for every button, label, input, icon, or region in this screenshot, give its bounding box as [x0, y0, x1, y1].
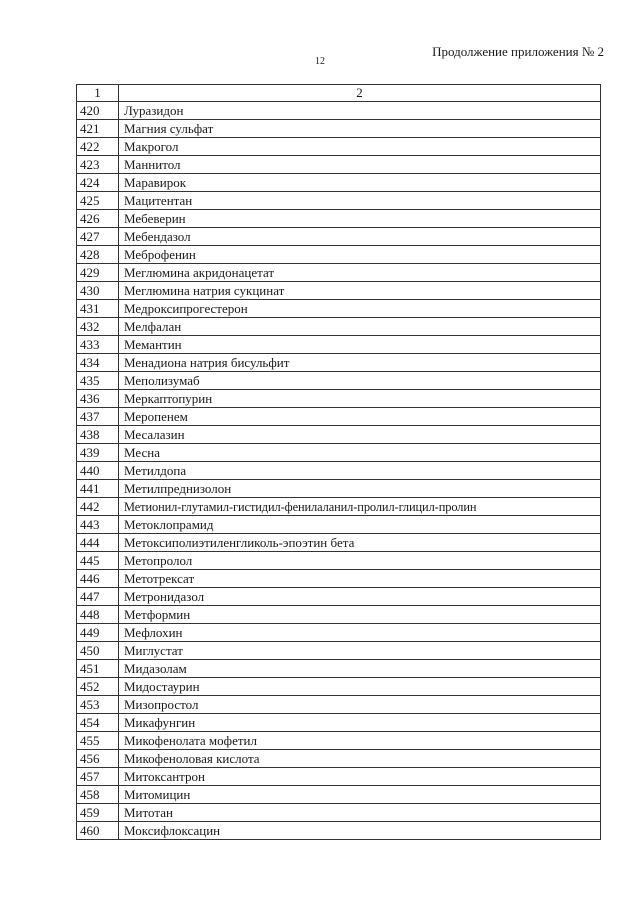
table-row: [77, 696, 601, 714]
table-row: [77, 390, 601, 408]
drug-name: Митотан: [119, 804, 601, 822]
drug-name: Мемантин: [119, 336, 601, 354]
table-row: [77, 318, 601, 336]
table-row: [77, 336, 601, 354]
table-row: [77, 246, 601, 264]
continuation-title: Продолжение приложения № 2: [432, 44, 604, 59]
row-number: 427: [77, 228, 119, 246]
drug-name: Мацитентан: [119, 192, 601, 210]
drug-name: Метоксиполиэтиленгликоль-эпоэтин бета: [119, 534, 601, 552]
drug-name: Мидостаурин: [119, 678, 601, 696]
table-row: [77, 732, 601, 750]
row-number: 442: [77, 498, 119, 516]
row-number: 458: [77, 786, 119, 804]
table-row: [77, 498, 601, 516]
table-row: [77, 210, 601, 228]
table-row: [77, 282, 601, 300]
drug-name: Митомицин: [119, 786, 601, 804]
row-number: 421: [77, 120, 119, 138]
table-row: [77, 354, 601, 372]
drug-name: Мизопростол: [119, 696, 601, 714]
row-number: 444: [77, 534, 119, 552]
column-header-name: 2: [119, 85, 601, 102]
table-row: [77, 822, 601, 840]
table-row: [77, 768, 601, 786]
drug-name: Месна: [119, 444, 601, 462]
drug-name: Миглустат: [119, 642, 601, 660]
table-row: [77, 750, 601, 768]
drug-name: Месалазин: [119, 426, 601, 444]
table-row: [77, 462, 601, 480]
drug-name: Метопролол: [119, 552, 601, 570]
row-number: 449: [77, 624, 119, 642]
table-row: [77, 174, 601, 192]
table-body: [77, 102, 601, 840]
drug-name: Меброфенин: [119, 246, 601, 264]
table-row: [77, 660, 601, 678]
row-number: 443: [77, 516, 119, 534]
row-number: 447: [77, 588, 119, 606]
drug-name: Микафунгин: [119, 714, 601, 732]
row-number: 438: [77, 426, 119, 444]
drug-name: Метилпреднизолон: [119, 480, 601, 498]
table-row: [77, 552, 601, 570]
row-number: 455: [77, 732, 119, 750]
table-row: [77, 102, 601, 120]
drug-list-table: [76, 84, 601, 840]
row-number: 429: [77, 264, 119, 282]
row-number: 459: [77, 804, 119, 822]
table-row: [77, 786, 601, 804]
row-number: 426: [77, 210, 119, 228]
table-row: [77, 120, 601, 138]
table-row: [77, 516, 601, 534]
row-number: 423: [77, 156, 119, 174]
drug-name: Макрогол: [119, 138, 601, 156]
drug-name: Метформин: [119, 606, 601, 624]
table-row: [77, 408, 601, 426]
drug-name: Митоксантрон: [119, 768, 601, 786]
drug-name: Метоклопрамид: [119, 516, 601, 534]
drug-name: Мебендазол: [119, 228, 601, 246]
table-row: [77, 714, 601, 732]
table-row: [77, 264, 601, 282]
row-number: 430: [77, 282, 119, 300]
drug-name: Метронидазол: [119, 588, 601, 606]
page-number: 12: [315, 56, 325, 67]
table-row: [77, 642, 601, 660]
drug-name: Метионил-глутамил-гистидил-фенилаланил-пролил-глицил-пролин: [119, 498, 601, 516]
row-number: 457: [77, 768, 119, 786]
drug-name: Меропенем: [119, 408, 601, 426]
row-number: 428: [77, 246, 119, 264]
row-number: 445: [77, 552, 119, 570]
drug-name: Медроксипрогестерон: [119, 300, 601, 318]
table-row: [77, 570, 601, 588]
row-number: 440: [77, 462, 119, 480]
drug-name: Моксифлоксацин: [119, 822, 601, 840]
row-number: 432: [77, 318, 119, 336]
table-row: [77, 444, 601, 462]
drug-name: Маннитол: [119, 156, 601, 174]
row-number: 460: [77, 822, 119, 840]
table-header-row: [77, 85, 601, 102]
row-number: 436: [77, 390, 119, 408]
drug-name: Меркаптопурин: [119, 390, 601, 408]
table-row: [77, 138, 601, 156]
drug-name: Мефлохин: [119, 624, 601, 642]
drug-name: Меглюмина натрия сукцинат: [119, 282, 601, 300]
table-row: [77, 804, 601, 822]
table-row: [77, 624, 601, 642]
table-row: [77, 372, 601, 390]
row-number: 422: [77, 138, 119, 156]
row-number: 441: [77, 480, 119, 498]
drug-name: Меглюмина акридонацетат: [119, 264, 601, 282]
table-row: [77, 588, 601, 606]
row-number: 456: [77, 750, 119, 768]
drug-name: Микофеноловая кислота: [119, 750, 601, 768]
row-number: 420: [77, 102, 119, 120]
table-row: [77, 192, 601, 210]
drug-name: Мидазолам: [119, 660, 601, 678]
table-row: [77, 606, 601, 624]
drug-name: Метилдопа: [119, 462, 601, 480]
row-number: 425: [77, 192, 119, 210]
row-number: 434: [77, 354, 119, 372]
row-number: 433: [77, 336, 119, 354]
table-row: [77, 534, 601, 552]
drug-name: Маравирок: [119, 174, 601, 192]
drug-name: Мелфалан: [119, 318, 601, 336]
drug-name: Меполизумаб: [119, 372, 601, 390]
row-number: 454: [77, 714, 119, 732]
row-number: 424: [77, 174, 119, 192]
drug-name: Мебеверин: [119, 210, 601, 228]
row-number: 446: [77, 570, 119, 588]
table-row: [77, 300, 601, 318]
row-number: 435: [77, 372, 119, 390]
table-row: [77, 480, 601, 498]
row-number: 439: [77, 444, 119, 462]
row-number: 431: [77, 300, 119, 318]
drug-name: Магния сульфат: [119, 120, 601, 138]
row-number: 452: [77, 678, 119, 696]
drug-name: Микофенолата мофетил: [119, 732, 601, 750]
drug-name: Метотрексат: [119, 570, 601, 588]
table-row: [77, 228, 601, 246]
row-number: 437: [77, 408, 119, 426]
row-number: 448: [77, 606, 119, 624]
drug-list-table-container: [76, 84, 600, 840]
table-row: [77, 426, 601, 444]
row-number: 453: [77, 696, 119, 714]
drug-name: Луразидон: [119, 102, 601, 120]
row-number: 451: [77, 660, 119, 678]
drug-name: Менадиона натрия бисульфит: [119, 354, 601, 372]
table-row: [77, 156, 601, 174]
table-row: [77, 678, 601, 696]
column-header-number: 1: [77, 85, 119, 102]
row-number: 450: [77, 642, 119, 660]
